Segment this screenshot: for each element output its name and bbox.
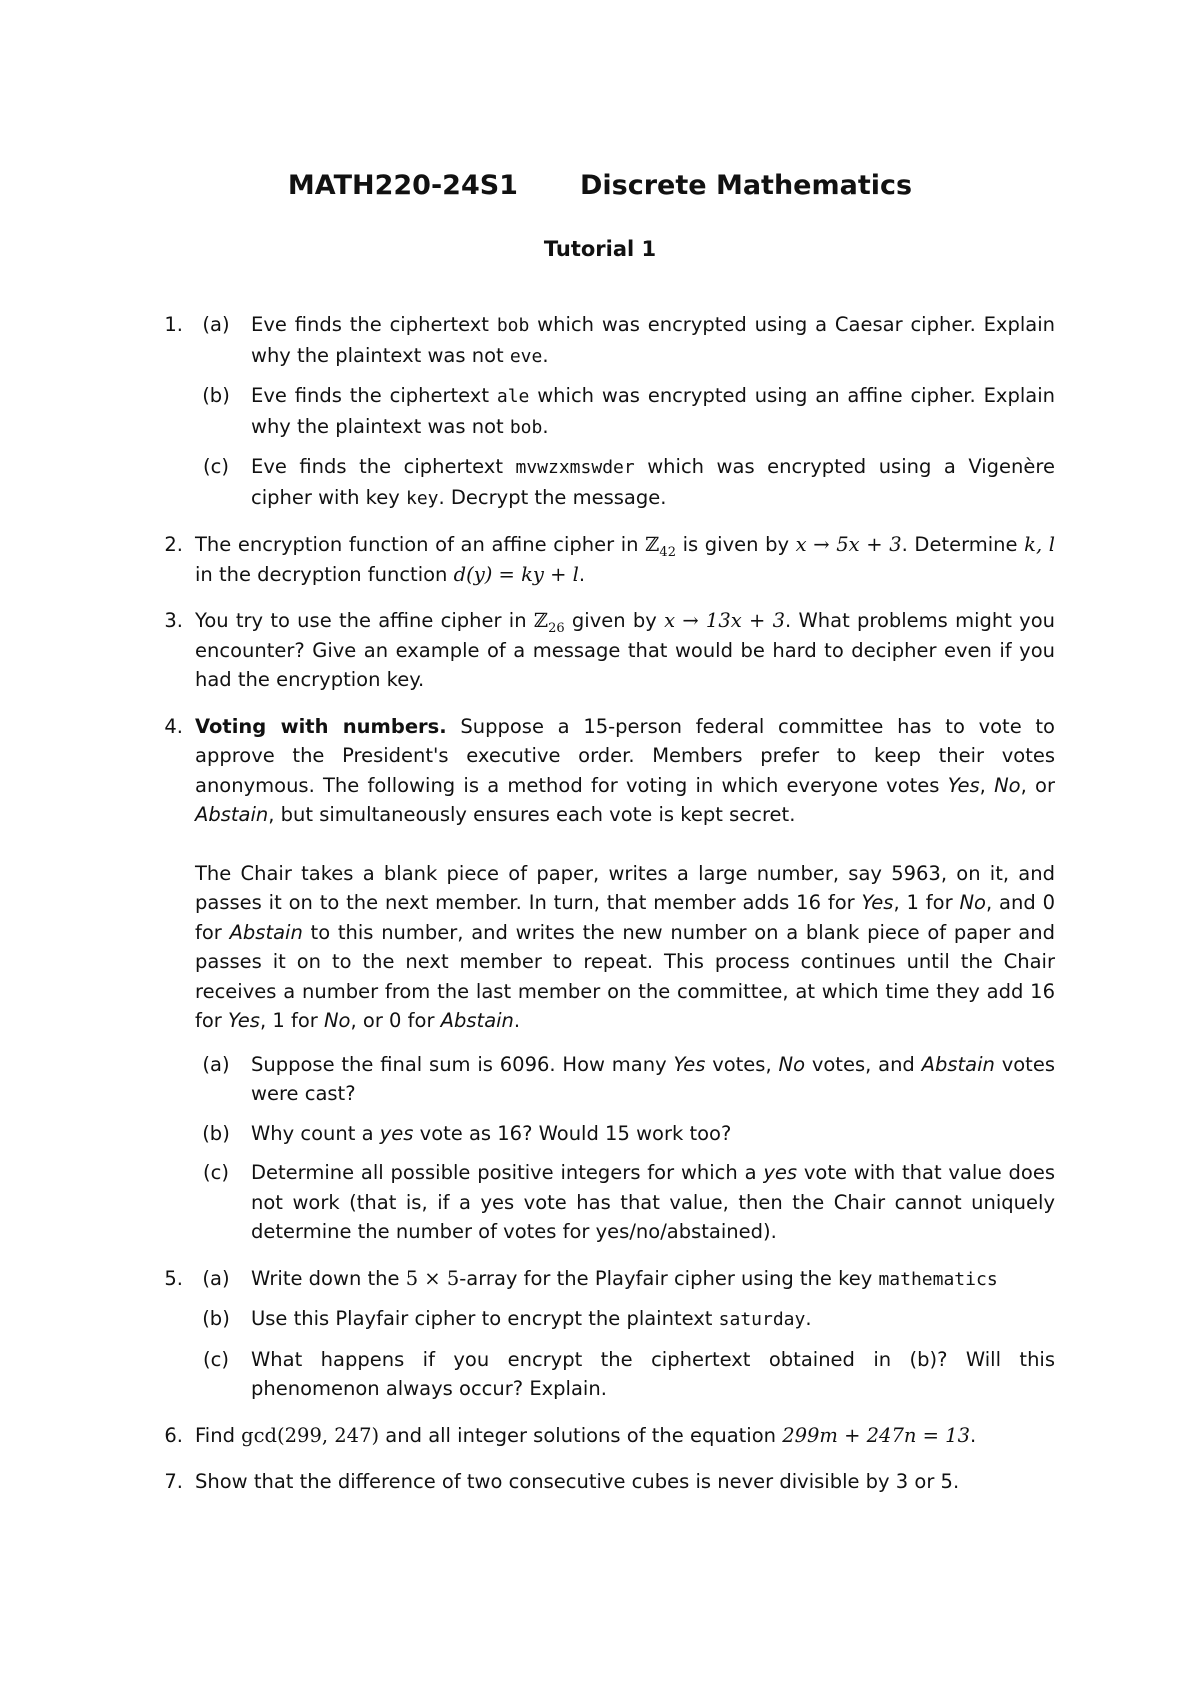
course-title: Discrete Mathematics [579, 170, 913, 201]
course-code: MATH220-24S1 [287, 170, 518, 201]
part-label: (a) [202, 313, 230, 336]
question-3 [155, 606, 1055, 695]
plaintext-code: bob [509, 416, 543, 438]
text: Use this Playfair cipher to encrypt the plaintext [251, 1307, 719, 1330]
question-heading: Voting with numbers. [195, 714, 447, 738]
question-number: 6. [164, 1423, 183, 1447]
question-1b [195, 381, 1055, 442]
text: which was encrypted using an affine cipher. Explain why the plaintext was not [251, 384, 1055, 438]
unknowns: k, l [1024, 533, 1056, 556]
text: , [979, 773, 995, 797]
question-number: 2. [164, 533, 183, 556]
text: The encryption function of an affine cipher in [195, 533, 646, 556]
yes-term: yes [763, 1161, 798, 1184]
text: Write down the [251, 1266, 406, 1290]
tutorial-subtitle: Tutorial 1 [543, 237, 657, 261]
question-4-parts [195, 1050, 1055, 1247]
question-7 [155, 1467, 1055, 1497]
ciphertext-code: bob [496, 315, 530, 336]
text: . [513, 1009, 521, 1032]
text: is given by [675, 533, 796, 556]
encryption-map: x → 13x + 3 [664, 609, 786, 632]
text: vote with that value does not work (that is, if a yes vote has that value, then the Chair cannot uniquely determine the number of votes for yes/no/abstained). [251, 1161, 1055, 1243]
array-dimension: 5 × 5 [405, 1266, 460, 1290]
question-5b [195, 1304, 1055, 1335]
text: which was encrypted using a Caesar cipher. Explain why the plaintext was not [251, 313, 1055, 367]
text: Find [195, 1423, 242, 1447]
text: Determine all possible positive integers for which a [251, 1161, 764, 1184]
text: Eve finds the ciphertext [251, 455, 516, 478]
text: -array for the Playfair cipher using the key [459, 1266, 879, 1290]
text: , 1 for [259, 1009, 324, 1032]
abstain-term: Abstain [195, 803, 269, 826]
text: Suppose the final sum is 6096. How many [251, 1052, 674, 1076]
part-label: (b) [202, 384, 230, 407]
question-1 [155, 310, 1055, 513]
decryption-function: d(y) = ky + l [453, 562, 579, 586]
text: votes, and [805, 1052, 922, 1076]
text: Eve finds the ciphertext [251, 384, 497, 407]
text: , and 0 for [195, 891, 1055, 944]
text: . [969, 1423, 977, 1447]
document-header [0, 170, 1200, 201]
abstain-term: Abstain [229, 920, 303, 944]
yes-term: Yes [861, 891, 894, 914]
text: . Decrypt the message. [438, 485, 667, 509]
no-term: No [323, 1009, 351, 1032]
set-symbol: ℤ [645, 533, 660, 556]
question-4a [195, 1050, 1055, 1109]
text: Suppose a 15-person federal committee has to vote to approve the President's executive order. Members prefer to keep their votes anonymous. The following is a method for voting in which everyone votes [195, 714, 1055, 797]
question-number: 5. [164, 1266, 183, 1290]
diophantine-equation: 299m + 247n = 13 [782, 1423, 970, 1447]
part-label: (c) [203, 1347, 229, 1371]
question-4-method [195, 859, 1055, 1036]
text: . [578, 562, 586, 586]
part-label: (b) [202, 1307, 230, 1330]
part-label: (c) [203, 455, 229, 478]
text: votes were cast? [251, 1052, 1055, 1105]
ciphertext-code: ale [496, 386, 530, 407]
abstain-term: Abstain [440, 1009, 514, 1032]
text: in the decryption function [195, 562, 454, 586]
text: Eve finds the ciphertext [251, 313, 497, 336]
no-term: No [959, 891, 986, 914]
text: given by [564, 609, 665, 632]
text: , or 0 for [350, 1009, 441, 1032]
question-1a [195, 310, 1055, 371]
part-label: (a) [202, 1052, 230, 1076]
question-list [155, 310, 1055, 1514]
plaintext-code: eve [509, 345, 543, 367]
text: which was encrypted using a Vigenère cipher with key [251, 455, 1055, 509]
yes-term: Yes [228, 1009, 260, 1032]
set-subscript: 42 [659, 544, 676, 560]
text: . [805, 1307, 812, 1330]
question-number: 7. [164, 1470, 183, 1493]
plaintext-code: saturday [718, 1309, 806, 1330]
question-number: 4. [164, 714, 183, 738]
question-4-intro [195, 712, 1055, 830]
text: and all integer solutions of the equation [379, 1423, 783, 1447]
text: . Determine [901, 533, 1025, 556]
question-number: 1. [164, 313, 183, 336]
text: You try to use the affine cipher in [195, 609, 534, 632]
abstain-term: Abstain [921, 1052, 995, 1076]
yes-term: Yes [947, 773, 980, 797]
text: Show that the difference of two consecutive cubes is never divisible by 3 or 5. [195, 1470, 960, 1493]
set-symbol: ℤ [533, 609, 549, 632]
part-label: (b) [202, 1121, 230, 1145]
question-4b [195, 1119, 1055, 1149]
key-code: key [406, 487, 439, 509]
question-6 [155, 1421, 1055, 1451]
no-term: No [994, 773, 1021, 797]
text: . [542, 343, 549, 367]
text: , but simultaneously ensures each vote is kept secret. [268, 803, 796, 826]
set-subscript: 26 [548, 620, 565, 636]
text: What happens if you encrypt the ciphertext obtained in (b)? Will this phenomenon always occur? Explain. [251, 1347, 1055, 1400]
text: The Chair takes a blank piece of paper, writes a large number, say 5963, on it, and passes it on to the next member. In turn, that member adds 16 for [195, 861, 1055, 914]
encryption-map: x → 5x + 3 [795, 533, 902, 556]
text: , or [1020, 773, 1055, 797]
question-4 [155, 712, 1055, 1247]
integers-mod-set [533, 609, 565, 636]
text: . What problems might you encounter? Give an example of a message that would be hard to decipher even if you had the encryption key. [195, 609, 1055, 691]
text: Why count a [251, 1121, 380, 1145]
key-code: mathematics [878, 1268, 998, 1290]
text: vote as 16? Would 15 work too? [413, 1121, 732, 1145]
yes-term: yes [379, 1121, 414, 1145]
question-number: 3. [164, 609, 183, 632]
question-2 [155, 530, 1055, 589]
gcd-expression: gcd(299, 247) [241, 1423, 380, 1447]
question-5a [195, 1264, 1055, 1295]
question-4c [195, 1158, 1055, 1247]
text: , 1 for [893, 891, 960, 914]
no-term: No [778, 1052, 806, 1076]
question-1c [195, 452, 1055, 513]
yes-term: Yes [673, 1052, 706, 1076]
ciphertext-code: mvwzxmswder [515, 457, 635, 478]
part-label: (c) [203, 1161, 229, 1184]
question-5 [155, 1264, 1055, 1404]
text: votes, [705, 1052, 779, 1076]
part-label: (a) [202, 1266, 230, 1290]
question-5c [195, 1345, 1055, 1404]
integers-mod-set [645, 533, 676, 560]
text: to this number, and writes the new number on a blank piece of paper and passes it on to the next member to repeat. This process continues until the Chair receives a number from the last member on the committee, at which time they add 16 for [195, 920, 1055, 1032]
text: . [542, 414, 549, 438]
